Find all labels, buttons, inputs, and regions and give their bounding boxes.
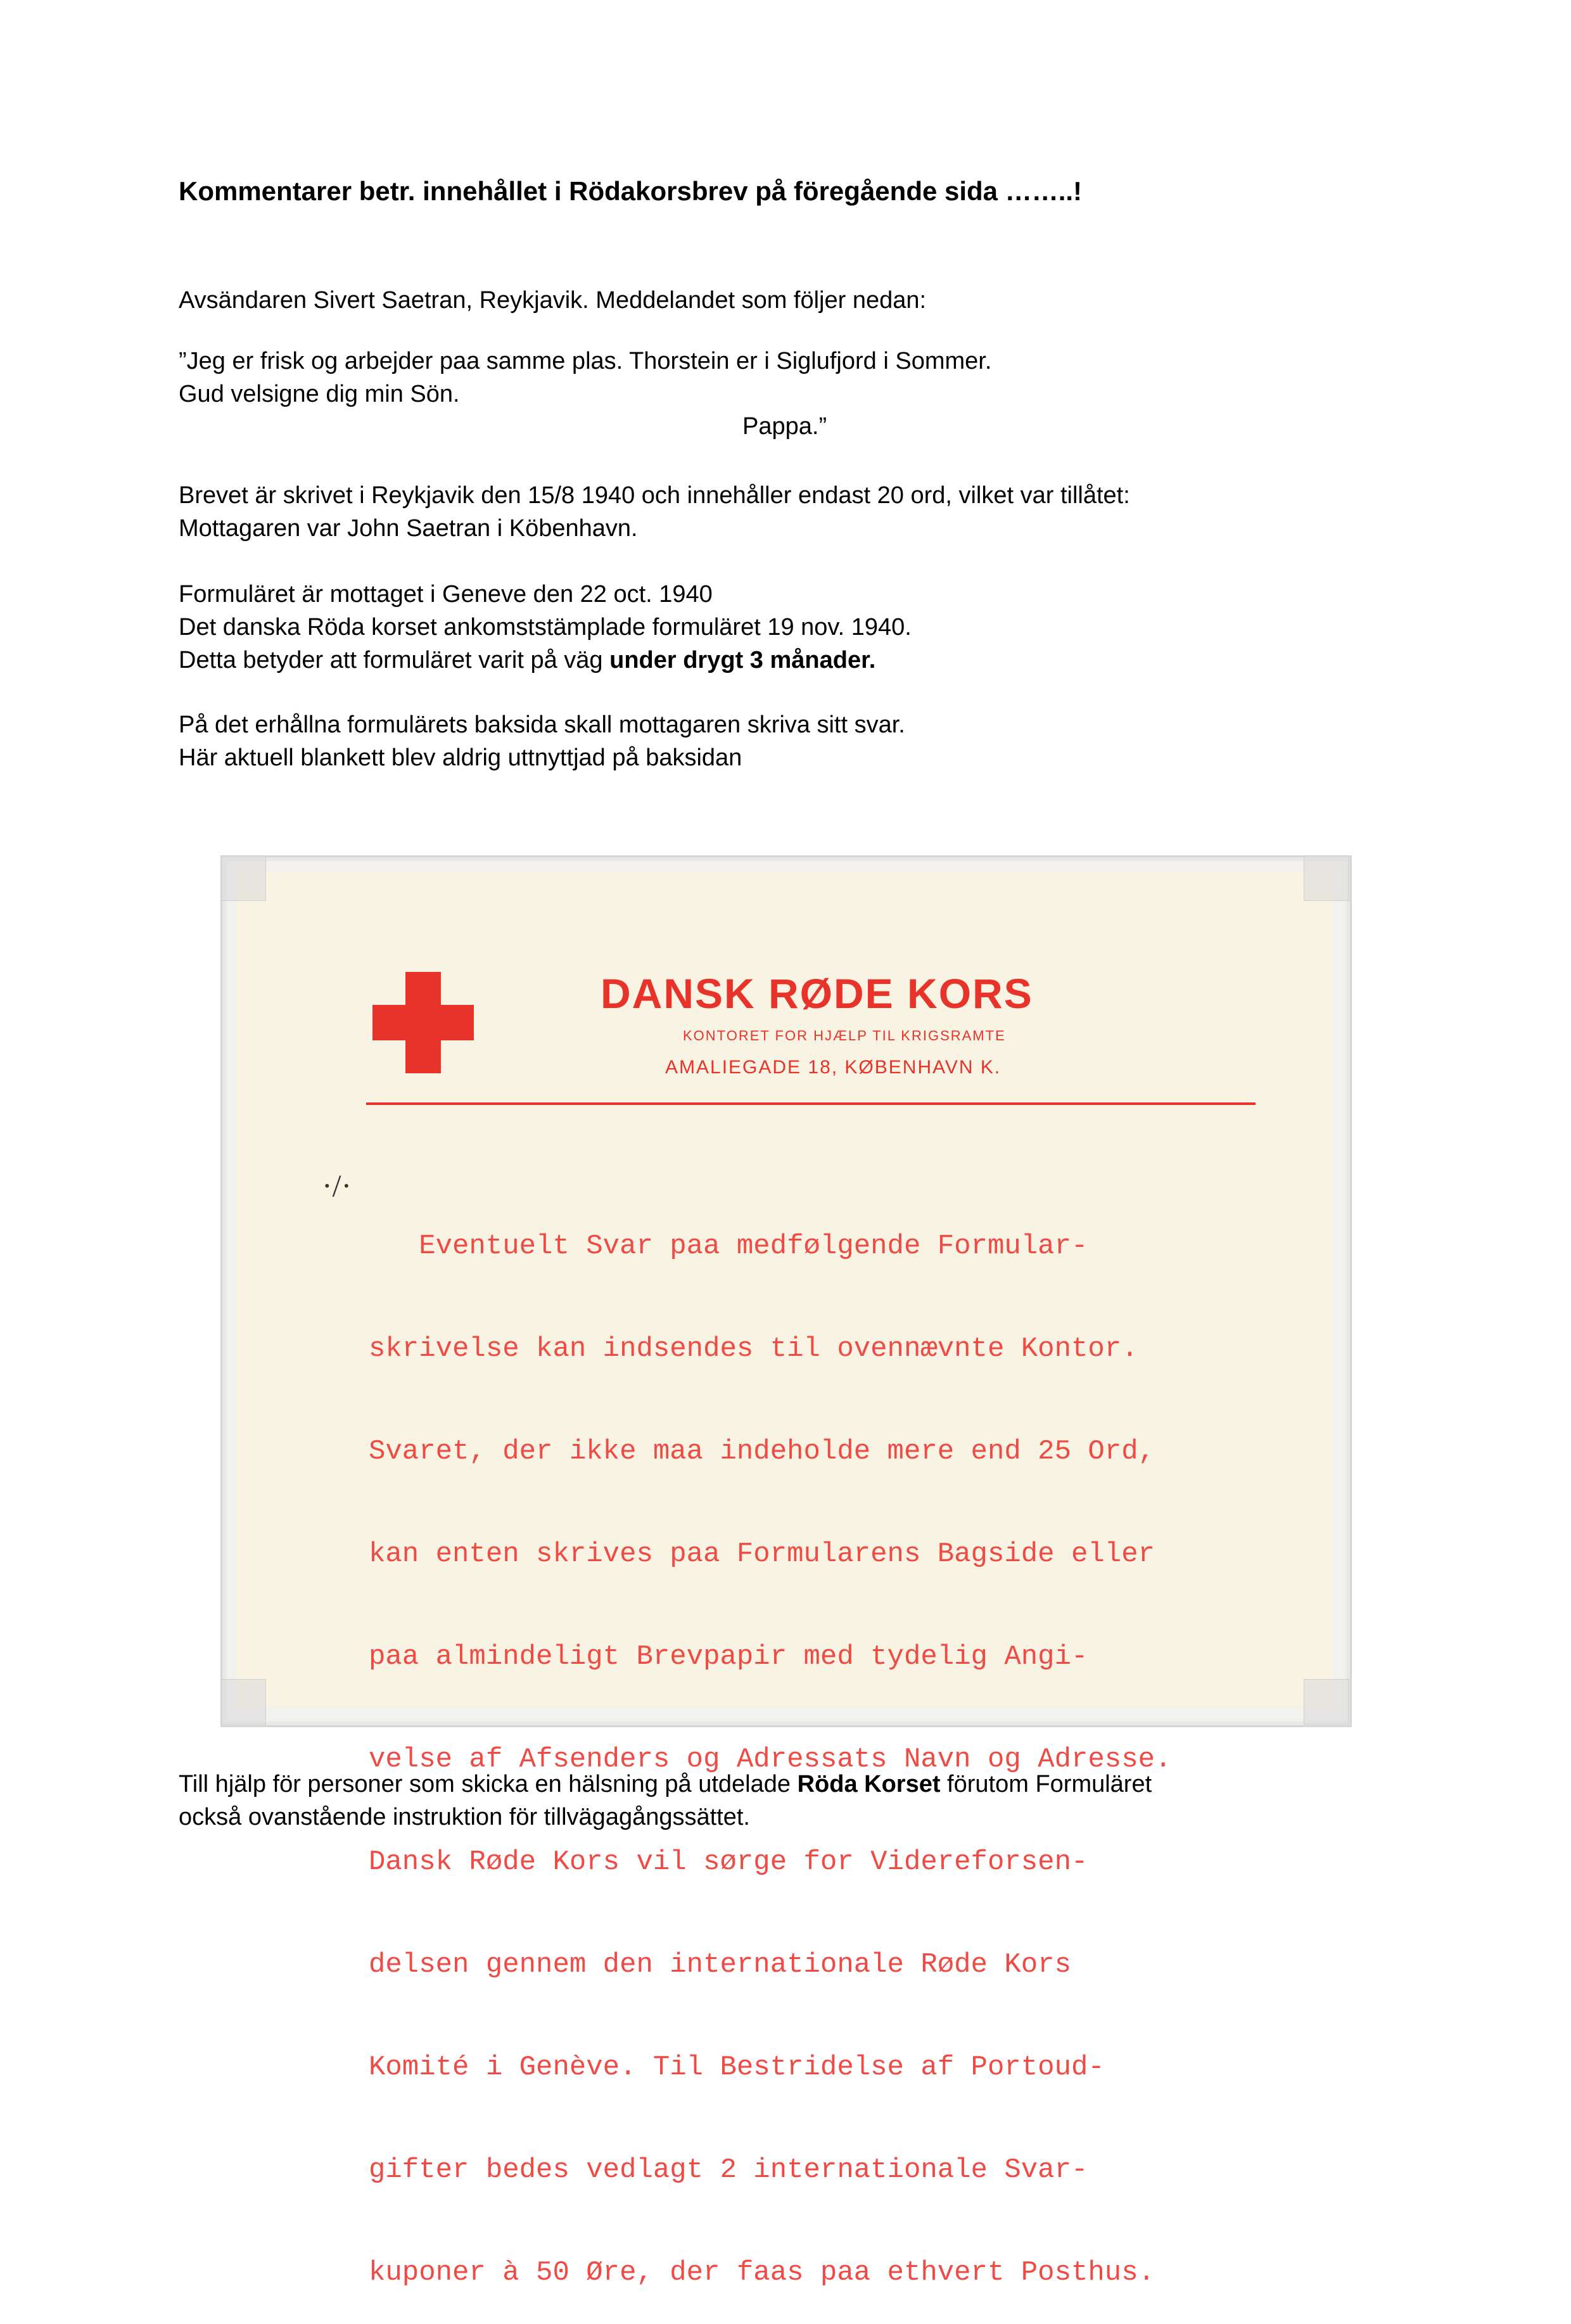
- details-line-2: Mottagaren var John Saetran i Köbenhavn.: [179, 515, 638, 542]
- reverse-line-1: På det erhållna formulärets baksida skall mottagaren skriva sitt svar.: [179, 712, 905, 738]
- transit-line-1: Formuläret är mottaget i Geneve den 22 oct. 1940: [179, 581, 713, 608]
- quote-line-2: Gud velsigne dig min Sön.: [179, 381, 460, 407]
- transit-line-2: Det danska Röda korset ankomststämplade formuläret 19 nov. 1940.: [179, 614, 912, 641]
- card-text-line: velse af Afsenders og Adressats Navn og Adresse.: [369, 1744, 1172, 1775]
- card-text-line: paa almindeligt Brevpapir med tydelig Angi-: [369, 1641, 1088, 1673]
- transit-line-3: [179, 644, 912, 677]
- sleeve-corner-bottom-left: [220, 1679, 266, 1725]
- reverse-line-2: Här aktuell blankett blev aldrig uttnyttjad på baksidan: [179, 744, 742, 771]
- transit-paragraph: [179, 578, 912, 677]
- margin-mark: ·/·: [322, 1168, 352, 1203]
- card-text-line: delsen gennem den internationale Røde Kors: [369, 1949, 1071, 1981]
- card-text-line: gifter bedes vedlagt 2 internationale Svar-: [369, 2154, 1088, 2186]
- footer-red-cross-term: Röda Korset: [797, 1771, 941, 1797]
- sender-paragraph: [179, 284, 926, 317]
- footer-line-2: också ovanstående instruktion för tillvägagångssättet.: [179, 1804, 750, 1830]
- card-text-line: kuponer à 50 Øre, der faas paa ethvert Posthus.: [369, 2257, 1155, 2289]
- sleeve-corner-top-left: [220, 855, 266, 901]
- red-cross-icon: [372, 972, 474, 1073]
- card-divider: [366, 1102, 1256, 1105]
- page-title: Kommentarer betr. innehållet i Rödakorsbrev på föregående sida ……..!: [179, 176, 1083, 206]
- quote-line-1: ”Jeg er frisk og arbejder paa samme plas. Thorstein er i Siglufjord i Sommer.: [179, 348, 992, 374]
- letter-details-paragraph: [179, 479, 1130, 545]
- sleeve-corner-top-right: [1304, 855, 1349, 901]
- quoted-message: [179, 345, 991, 411]
- quote-signature: Pappa.”: [742, 413, 827, 440]
- footer-line-1-prefix: Till hjälp för personer som skicka en hälsning på utdelade: [179, 1771, 798, 1797]
- card-subtitle: KONTORET FOR HJÆLP TIL KRIGSRAMTE: [683, 1028, 1006, 1044]
- sleeve-corner-bottom-right: [1304, 1679, 1349, 1725]
- card-text-line: Dansk Røde Kors vil sørge for Videreforsen-: [369, 1846, 1088, 1878]
- card-text-line: Komité i Genève. Til Bestridelse af Portoud-: [369, 2052, 1105, 2083]
- card-instruction-text: [369, 1161, 1171, 2324]
- card-text-line: skrivelse kan indsendes til ovennævnte Kontor.: [369, 1333, 1138, 1365]
- footer-paragraph: [179, 1768, 1152, 1834]
- sender-line: Avsändaren Sivert Saetran, Reykjavik. Meddelandet som följer nedan:: [179, 287, 927, 314]
- card-heading: DANSK RØDE KORS: [601, 970, 1033, 1017]
- footer-line-1: [179, 1768, 1152, 1801]
- transit-duration: under drygt 3 månader.: [609, 647, 876, 674]
- footer-line-1-suffix: förutom Formuläret: [940, 1771, 1152, 1797]
- card-text-line: Svaret, der ikke maa indeholde mere end 25 Ord,: [369, 1436, 1155, 1467]
- card-text-line: Eventuelt Svar paa medfølgende Formular-: [369, 1230, 1088, 1262]
- card-address: AMALIEGADE 18, KØBENHAVN K.: [665, 1057, 1002, 1078]
- reverse-side-paragraph: [179, 708, 905, 774]
- details-line-1: Brevet är skrivet i Reykjavik den 15/8 1940 och innehåller endast 20 ord, vilket var tillåtet:: [179, 482, 1130, 509]
- transit-line-3-text: Detta betyder att formuläret varit på väg: [179, 647, 610, 674]
- card-text-line: kan enten skrives paa Formularens Bagside eller: [369, 1538, 1155, 1570]
